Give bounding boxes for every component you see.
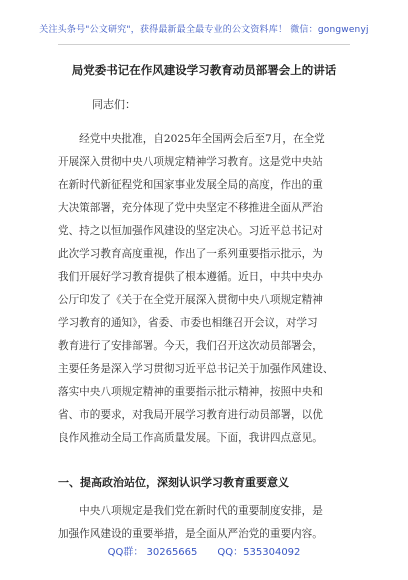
paragraph-line: 中央八项规定是我们党在新时代的重要制度安排，是 [58, 505, 323, 517]
footer-contact-text: QQ群： 30265665 QQ：535304092 [107, 547, 301, 558]
paragraph-line: 大决策部署，充分体现了党中央坚定不移推进全面从严治 [58, 202, 323, 214]
paragraph-line: 我们开展好学习教育提供了根本遵循。近日，中共中央办 [58, 271, 323, 283]
paragraph-line: 经党中央批准，自2025年全国两会后至7月，在全党 [58, 133, 325, 145]
paragraph-2 [58, 500, 354, 546]
paragraph-line: 公厅印发了《关于在全党开展深入贯彻中央八项规定精神 [58, 294, 323, 306]
salutation: 同志们： [92, 98, 136, 111]
header-promo-text: 关注头条号"公文研究"，获得最新最全最专业的公文资料库！ 微信：gongwenyj [39, 25, 369, 35]
paragraph-line: 主要任务是深入学习贯彻习近平总书记关于加强作风建设、 [58, 363, 334, 375]
paragraph-line: 加强作风建设的重要举措，是全面从严治党的重要内容。 [58, 528, 323, 540]
document-title: 局党委书记在作风建设学习教育动员部署会上的讲话 [71, 63, 337, 77]
header-divider [58, 44, 350, 45]
section-heading-1: 一、提高政治站位，深刻认识学习教育重要意义 [58, 476, 289, 489]
paragraph-line: 开展深入贯彻中央八项规定精神学习教育。这是党中央站 [58, 156, 323, 168]
paragraph-1 [58, 128, 354, 450]
paragraph-line: 在新时代新征程党和国家事业发展全局的高度，作出的重 [58, 179, 323, 191]
paragraph-line: 省、市的要求，对我局开展学习教育进行动员部署，以优 [58, 409, 323, 421]
paragraph-line: 良作风推动全局工作高质量发展。下面，我讲四点意见。 [58, 432, 323, 444]
paragraph-line: 党、持之以恒加强作风建设的坚定决心。习近平总书记对 [58, 225, 323, 237]
paragraph-line: 学习教育的通知》，省委、市委也相继召开会议，对学习 [58, 317, 318, 329]
paragraph-line: 落实中央八项规定精神的重要指示批示精神，按照中央和 [58, 386, 323, 398]
paragraph-line: 教育进行了安排部署。今天，我们召开这次动员部署会， [58, 340, 323, 352]
paragraph-line: 此次学习教育高度重视，作出了一系列重要指示批示，为 [58, 248, 323, 260]
